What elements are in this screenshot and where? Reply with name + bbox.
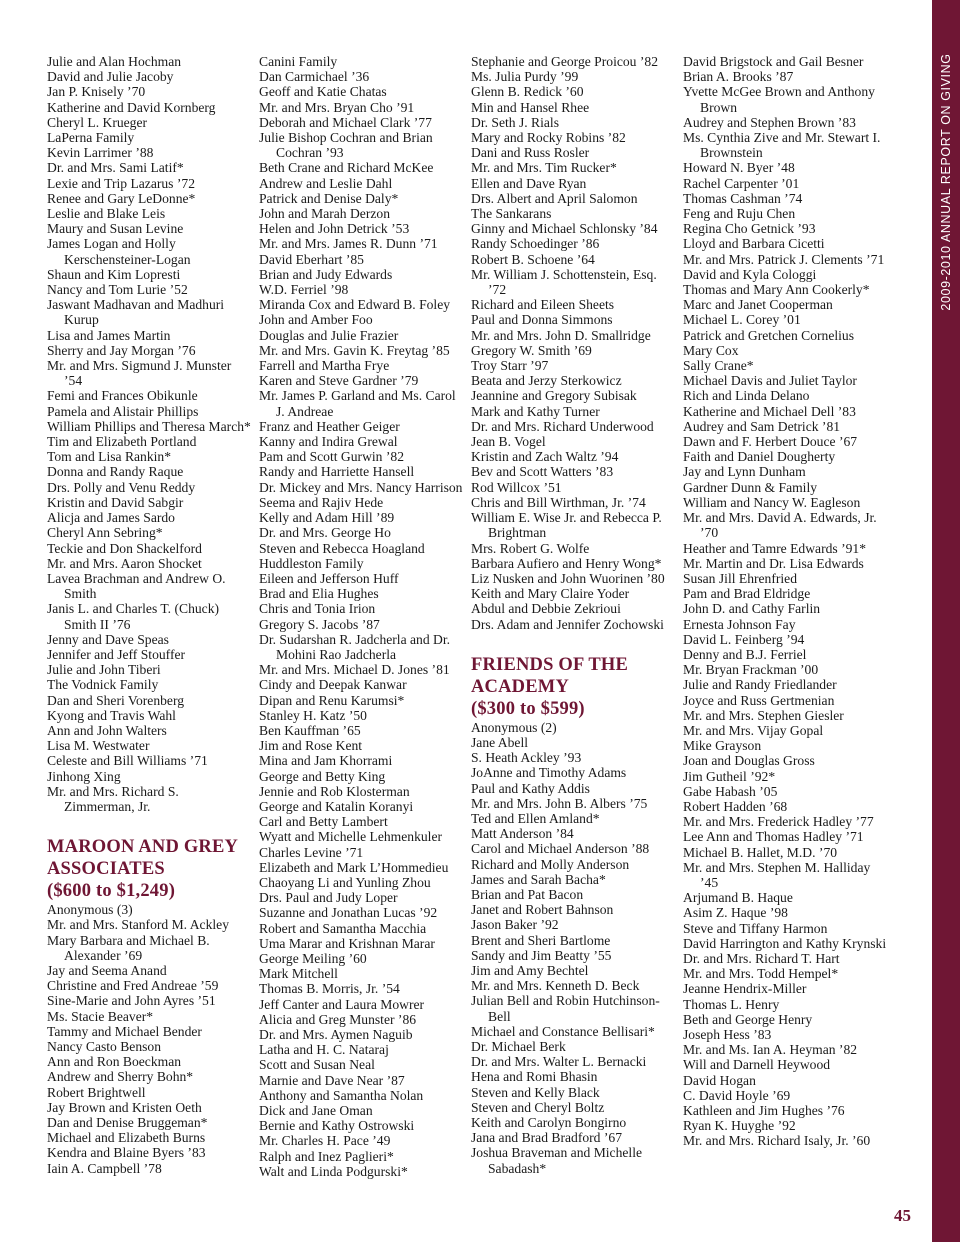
donor-entry: Thomas L. Henry bbox=[683, 996, 780, 1012]
donor-entry: James Logan and Holly Kerschensteiner-Logan bbox=[47, 236, 191, 267]
donor-entry: Steven and Rebecca Hoagland bbox=[259, 540, 425, 556]
donor-entry: Kendra and Blaine Byers ’83 bbox=[47, 1145, 206, 1161]
donor-entry: Rod Willcox ’51 bbox=[471, 479, 562, 495]
donor-entry: George and Katalin Koranyi bbox=[259, 798, 414, 814]
donor-entry: Mr. and Mrs. Stephen Giesler bbox=[683, 707, 844, 723]
donor-entry: Dr. and Mrs. Richard Underwood bbox=[471, 418, 654, 434]
donor-entry: Jim and Rose Kent bbox=[259, 738, 363, 754]
donor-entry: Sally Crane* bbox=[683, 358, 754, 374]
donor-entry: Robert B. Schoene ’64 bbox=[471, 251, 595, 267]
donor-entry: Robert and Samantha Macchia bbox=[259, 920, 427, 936]
donor-entry: Heather and Tamre Edwards ’91* bbox=[683, 540, 866, 556]
donor-entry: Barbara Aufiero and Henry Wong* bbox=[471, 555, 662, 571]
section-heading-line: MAROON AND GREY bbox=[47, 837, 239, 858]
donor-entry: Gabe Habash ’05 bbox=[683, 783, 778, 799]
donor-entry: Dani and Russ Rosler bbox=[471, 145, 590, 161]
donor-entry: Mr. and Mrs. James R. Dunn ’71 bbox=[259, 236, 438, 252]
donor-entry: Asim Z. Haque ’98 bbox=[683, 905, 788, 921]
donor-entry: Jeannine and Gregory Subisak bbox=[471, 388, 637, 404]
donor-entry: Howard N. Byer ’48 bbox=[683, 160, 795, 176]
donor-entry: Nancy and Tom Lurie ’52 bbox=[47, 282, 188, 298]
donor-entry: Mina and Jam Khorrami bbox=[259, 753, 393, 769]
donor-entry: JoAnne and Timothy Adams bbox=[471, 765, 627, 781]
donor-entry: Marnie and Dave Near ’87 bbox=[259, 1072, 405, 1088]
donor-entry: Douglas and Julie Frazier bbox=[259, 327, 399, 343]
section-heading-line: ($300 to $599) bbox=[471, 698, 585, 719]
donor-entry: Miranda Cox and Edward B. Foley bbox=[259, 297, 451, 313]
donor-entry: Keith and Carolyn Bongirno bbox=[471, 1115, 627, 1130]
donor-entry: Alicia and Greg Munster ’86 bbox=[259, 1011, 417, 1027]
donor-entry: Farrell and Martha Frye bbox=[259, 358, 390, 374]
donor-entry: Cindy and Deepak Kanwar bbox=[259, 677, 407, 693]
donor-entry: William Phillips and Theresa March* bbox=[47, 418, 251, 434]
donor-entry: Mr. and Mrs. Richard S. Zimmerman, Jr. bbox=[47, 783, 179, 814]
donor-entry: Mr. Martin and Dr. Lisa Edwards bbox=[683, 555, 864, 571]
donor-entry: Thomas B. Morris, Jr. ’54 bbox=[259, 981, 400, 997]
donor-entry: The Sankarans bbox=[471, 206, 552, 222]
donor-entry: Mike Grayson bbox=[683, 738, 762, 754]
donor-entry: Mark and Kathy Turner bbox=[471, 403, 600, 419]
donor-entry: Dipan and Renu Karumsi* bbox=[259, 692, 405, 708]
donor-entry: Tim and Elizabeth Portland bbox=[47, 434, 197, 450]
donor-entry: Lavea Brachman and Andrew O. Smith bbox=[47, 570, 226, 602]
donor-entry: Dan and Denise Bruggeman* bbox=[47, 1115, 208, 1130]
donor-entry: Mr. and Mrs. Tim Rucker* bbox=[471, 160, 617, 176]
donor-entry: Ben Kauffman ’65 bbox=[259, 722, 361, 738]
donor-entry: Jennie and Rob Klosterman bbox=[259, 783, 410, 799]
donor-entry: Jay Brown and Kristen Oeth bbox=[47, 1099, 202, 1115]
donor-entry: Ellen and Dave Ryan bbox=[471, 175, 587, 191]
donor-entry: Lisa M. Westwater bbox=[47, 738, 150, 754]
donor-entry: Mr. and Mrs. David A. Edwards, Jr. ’70 bbox=[683, 510, 877, 541]
donor-entry: Mr. and Mrs. Richard Isaly, Jr. ’60 bbox=[683, 1133, 871, 1149]
donor-entry: Dr. and Mrs. Sami Latif* bbox=[47, 160, 184, 176]
donor-entry: Jaswant Madhavan and Madhuri Kurup bbox=[47, 297, 225, 328]
donor-entry: Mr. and Mrs. Kenneth D. Beck bbox=[471, 978, 640, 994]
donor-entry: David Harrington and Kathy Krynski bbox=[683, 935, 887, 951]
donor-entry: Suzanne and Jonathan Lucas ’92 bbox=[259, 905, 438, 921]
donor-entry: Walt and Linda Podgurski* bbox=[259, 1163, 408, 1179]
donor-entry: Kyong and Travis Wahl bbox=[47, 707, 176, 723]
section-heading-line: ACADEMY bbox=[471, 676, 570, 697]
donor-entry: William and Nancy W. Eagleson bbox=[683, 494, 861, 510]
donor-entry: Arjumand B. Haque bbox=[683, 890, 793, 906]
donor-entry: Yvette McGee Brown and Anthony Brown bbox=[683, 84, 875, 115]
donor-entry: Bev and Scott Watters ’83 bbox=[471, 464, 614, 480]
donor-entry: Jason Baker ’92 bbox=[471, 917, 559, 933]
donor-entry: Ann and Ron Boeckman bbox=[47, 1054, 182, 1070]
donor-entry: Min and Hansel Rhee bbox=[471, 99, 590, 115]
donor-entry: Anonymous (3) bbox=[47, 902, 133, 918]
donor-entry: Dr. Michael Berk bbox=[471, 1038, 566, 1054]
donor-entry: Mary Barbara and Michael B. Alexander ’69 bbox=[47, 932, 210, 963]
donor-entry: Lloyd and Barbara Cicetti bbox=[683, 236, 825, 252]
donor-entry: Uma Marar and Krishnan Marar bbox=[259, 935, 435, 951]
donor-entry: Anthony and Samantha Nolan bbox=[259, 1087, 424, 1103]
donor-entry: Feng and Ruju Chen bbox=[683, 206, 796, 222]
donor-entry: Lisa and James Martin bbox=[47, 327, 171, 343]
donor-entry: Shaun and Kim Lopresti bbox=[47, 266, 181, 282]
donor-entry: Janis L. and Charles T. (Chuck) Smith II ’76 bbox=[47, 601, 220, 632]
donor-entry: Lee Ann and Thomas Hadley ’71 bbox=[683, 829, 864, 845]
donor-entry: Drs. Albert and April Salomon bbox=[471, 190, 638, 206]
donor-entry: Beth and George Henry bbox=[683, 1011, 813, 1027]
donor-entry: Mr. and Mrs. Stanford M. Ackley bbox=[47, 917, 229, 933]
donor-entry: S. Heath Ackley ’93 bbox=[471, 750, 582, 766]
donor-entry: Mr. and Mrs. Gavin K. Freytag ’85 bbox=[259, 342, 450, 358]
donor-entry: Ms. Cynthia Zive and Mr. Stewart I. Brownstein bbox=[683, 130, 881, 161]
report-title: 2009-2010 ANNUAL REPORT ON GIVING bbox=[939, 53, 953, 311]
donor-entry: Ernesta Johnson Fay bbox=[683, 616, 796, 632]
donor-entry: Janet and Robert Bahnson bbox=[471, 902, 614, 918]
donor-entry: Dr. and Mrs. George Ho bbox=[259, 525, 391, 541]
donor-entry: Jim Gutheil ’92* bbox=[683, 768, 776, 784]
donor-entry: Katherine and David Kornberg bbox=[47, 99, 216, 115]
donor-entry: Kathleen and Jim Hughes ’76 bbox=[683, 1103, 845, 1119]
donor-entry: Brian and Judy Edwards bbox=[259, 266, 393, 282]
donor-entry: Joyce and Russ Gertmenian bbox=[683, 692, 835, 708]
donor-entry: Mrs. Robert G. Wolfe bbox=[471, 540, 590, 556]
donor-entry: John and Amber Foo bbox=[259, 312, 373, 328]
donor-entry: Randy and Harriette Hansell bbox=[259, 464, 415, 480]
donor-entry: Julie and Randy Friedlander bbox=[683, 677, 837, 693]
donor-entry: Brian and Pat Bacon bbox=[471, 886, 584, 902]
donor-entry: Seema and Rajiv Hede bbox=[259, 494, 384, 510]
donor-entry: David and Kyla Cologgi bbox=[683, 266, 817, 282]
donor-entry: Beth Crane and Richard McKee bbox=[259, 160, 434, 176]
section-heading-line: ($600 to $1,249) bbox=[47, 881, 176, 902]
donor-entry: Mr. and Mrs. Stephen M. Halliday ’45 bbox=[683, 859, 871, 890]
donor-entry: Mark Mitchell bbox=[259, 966, 338, 982]
donor-entry: Mr. Charles H. Pace ’49 bbox=[259, 1133, 391, 1149]
donor-entry: Matt Anderson ’84 bbox=[471, 826, 574, 842]
donor-entry: Mr. William J. Schottenstein, Esq. ’72 bbox=[471, 266, 657, 298]
donor-entry: Anonymous (2) bbox=[471, 719, 557, 735]
donor-entry: Pam and Scott Gurwin ’82 bbox=[259, 449, 404, 465]
section-heading bbox=[47, 836, 252, 902]
donor-entry: Nancy Casto Benson bbox=[47, 1038, 162, 1054]
donor-entry: Faith and Daniel Dougherty bbox=[683, 449, 836, 465]
donor-entry: Jean B. Vogel bbox=[471, 434, 546, 450]
donor-entry: Richard and Molly Anderson bbox=[471, 856, 630, 872]
donor-entry: Mr. and Mrs. Aaron Shocket bbox=[47, 555, 202, 571]
donor-entry: George Meiling ’60 bbox=[259, 950, 367, 966]
donor-entry: Stanley H. Katz ’50 bbox=[259, 707, 367, 723]
donor-entry: Helen and John Detrick ’53 bbox=[259, 221, 410, 237]
donor-entry: Patrick and Gretchen Cornelius bbox=[683, 327, 855, 343]
page-number: 45 bbox=[894, 1206, 911, 1225]
donor-entry: Mr. and Mrs. John B. Albers ’75 bbox=[471, 795, 648, 811]
donor-entry: Dr. and Mrs. Richard T. Hart bbox=[683, 950, 840, 966]
donor-entry: Marc and Janet Cooperman bbox=[683, 297, 833, 313]
donor-entry: Bernie and Kathy Ostrowski bbox=[259, 1118, 415, 1134]
donor-entry: Julie Bishop Cochran and Brian Cochran ’93 bbox=[259, 130, 433, 161]
donor-entry: Jay and Lynn Dunham bbox=[683, 464, 806, 480]
donor-entry: Mr. and Mrs. Sigmund J. Munster ’54 bbox=[47, 358, 232, 389]
donor-entry: Dr. Seth J. Rials bbox=[471, 114, 559, 130]
donor-column-2 bbox=[259, 54, 464, 1179]
donor-entry: David Brigstock and Gail Besner bbox=[683, 54, 864, 69]
donor-entry: Teckie and Don Shackelford bbox=[47, 540, 202, 556]
donor-entry: Chris and Bill Wirthman, Jr. ’74 bbox=[471, 494, 646, 510]
donor-entry: Chris and Tonia Irion bbox=[259, 601, 376, 617]
donor-entry: Iain A. Campbell ’78 bbox=[47, 1160, 162, 1176]
donor-entry: Randy Schoedinger ’86 bbox=[471, 236, 600, 252]
donor-entry: Drs. Paul and Judy Loper bbox=[259, 890, 398, 906]
donor-entry: Dick and Jane Oman bbox=[259, 1103, 373, 1119]
donor-entry: Jay and Seema Anand bbox=[47, 962, 167, 978]
donor-entry: Mr. and Mrs. Frederick Hadley ’77 bbox=[683, 814, 874, 830]
donor-entry: Lexie and Trip Lazarus ’72 bbox=[47, 175, 195, 191]
donor-entry: William E. Wise Jr. and Rebecca P. Brightman bbox=[471, 510, 662, 541]
donor-entry: Jeanne Hendrix-Miller bbox=[683, 981, 807, 997]
donor-entry: Michael Davis and Juliet Taylor bbox=[683, 373, 857, 389]
donor-entry: Julie and John Tiberi bbox=[47, 662, 161, 678]
donor-entry: Deborah and Michael Clark ’77 bbox=[259, 114, 432, 130]
donor-entry: Michael and Elizabeth Burns bbox=[47, 1130, 206, 1146]
donor-entry: George and Betty King bbox=[259, 768, 386, 784]
donor-entry: Femi and Frances Obikunle bbox=[47, 388, 198, 404]
donor-entry: Eileen and Jefferson Huff bbox=[259, 570, 399, 586]
donor-entry: Michael L. Corey ’01 bbox=[683, 312, 801, 328]
donor-entry: Troy Starr ’97 bbox=[471, 358, 549, 374]
donor-entry: Richard and Eileen Sheets bbox=[471, 297, 615, 313]
donor-entry: Stephanie and George Proicou ’82 bbox=[471, 54, 658, 69]
donor-entry: Dr. and Mrs. Aymen Naguib bbox=[259, 1027, 413, 1042]
donor-entry: Audrey and Sam Detrick ’81 bbox=[683, 418, 841, 434]
donor-entry: Rachel Carpenter ’01 bbox=[683, 175, 800, 191]
donor-entry: Gardner Dunn & Family bbox=[683, 479, 818, 495]
donor-entry: Brad and Elia Hughes bbox=[259, 586, 379, 602]
donor-entry: David L. Feinberg ’94 bbox=[683, 631, 805, 647]
donor-entry: C. David Hoyle ’69 bbox=[683, 1087, 791, 1103]
donor-entry: Julie and Alan Hochman bbox=[47, 54, 182, 69]
donor-entry: Celeste and Bill Williams ’71 bbox=[47, 753, 208, 769]
donor-entry: Ann and John Walters bbox=[47, 722, 167, 738]
donor-entry: Thomas Cashman ’74 bbox=[683, 190, 803, 206]
donor-entry: Gregory W. Smith ’69 bbox=[471, 342, 592, 358]
donor-entry: Scott and Susan Neal bbox=[259, 1057, 375, 1073]
donor-entry: Mr. and Mrs. Patrick J. Clements ’71 bbox=[683, 251, 885, 267]
donor-entry: Mary Cox bbox=[683, 342, 739, 358]
donor-entry: Dan Carmichael ’36 bbox=[259, 69, 370, 85]
donor-entry: Sandy and Jim Beatty ’55 bbox=[471, 947, 612, 963]
donor-entry: Mr. and Ms. Ian A. Heyman ’82 bbox=[683, 1042, 858, 1058]
donor-entry: Andrew and Sherry Bohn* bbox=[47, 1069, 194, 1085]
donor-entry: Beata and Jerzy Sterkowicz bbox=[471, 373, 622, 389]
donor-entry: John D. and Cathy Farlin bbox=[683, 601, 821, 617]
donor-entry: Jim and Amy Bechtel bbox=[471, 962, 589, 978]
donor-entry: Susan Jill Ehrenfried bbox=[683, 570, 798, 586]
donor-entry: Mr. and Mrs. Vijay Gopal bbox=[683, 722, 824, 738]
donor-entry: Sine-Marie and John Ayres ’51 bbox=[47, 993, 216, 1009]
donor-entry: W.D. Ferriel ’98 bbox=[259, 282, 349, 298]
donor-entry: Pamela and Alistair Phillips bbox=[47, 403, 199, 419]
side-banner bbox=[932, 0, 960, 1242]
donor-entry: Ryan K. Huyghe ’92 bbox=[683, 1118, 796, 1134]
donor-entry: Tammy and Michael Bender bbox=[47, 1023, 202, 1039]
donor-entry: Mr. and Mrs. Bryan Cho ’91 bbox=[259, 99, 415, 115]
donor-entry: Ginny and Michael Schlonsky ’84 bbox=[471, 221, 658, 237]
donor-entry: Ms. Julia Purdy ’99 bbox=[471, 69, 579, 85]
donor-entry: Leslie and Blake Leis bbox=[47, 206, 166, 222]
donor-entry: James and Sarah Bacha* bbox=[471, 871, 606, 887]
donor-entry: Karen and Steve Gardner ’79 bbox=[259, 373, 419, 389]
donor-entry: Donna and Randy Raque bbox=[47, 464, 184, 480]
donor-entry: Carl and Betty Lambert bbox=[259, 814, 388, 830]
donor-entry: Keith and Mary Claire Yoder bbox=[471, 586, 630, 602]
donor-entry: Michael B. Hallet, M.D. ’70 bbox=[683, 844, 838, 860]
section-heading-line: FRIENDS OF THE bbox=[471, 654, 628, 675]
donor-entry: Sherry and Jay Morgan ’76 bbox=[47, 342, 196, 358]
donor-entry: Rich and Linda Delano bbox=[683, 388, 810, 404]
donor-entry: Huddleston Family bbox=[259, 555, 364, 571]
donor-entry: Brent and Sheri Bartlome bbox=[471, 932, 611, 948]
donor-entry: The Vodnick Family bbox=[47, 677, 159, 693]
donor-entry: Joseph Hess ’83 bbox=[683, 1027, 772, 1042]
donor-entry: Dan and Sheri Vorenberg bbox=[47, 692, 185, 708]
donor-entry: Jeff Canter and Laura Mowrer bbox=[259, 996, 425, 1012]
donor-entry: Steven and Cheryl Boltz bbox=[471, 1099, 605, 1115]
donor-entry: Tom and Lisa Rankin* bbox=[47, 449, 172, 465]
donor-column-1 bbox=[47, 54, 252, 1176]
donor-entry: Geoff and Katie Chatas bbox=[259, 84, 387, 100]
donor-entry: Jana and Brad Bradford ’67 bbox=[471, 1130, 622, 1146]
donor-entry: Brian A. Brooks ’87 bbox=[683, 69, 794, 85]
donor-entry: Robert Hadden ’68 bbox=[683, 798, 788, 814]
donor-entry: Pam and Brad Eldridge bbox=[683, 586, 811, 602]
donor-entry: Mr. and Mrs. Michael D. Jones ’81 bbox=[259, 662, 450, 678]
donor-entry: Mr. James P. Garland and Ms. Carol J. Andreae bbox=[259, 388, 456, 419]
section-heading bbox=[471, 654, 676, 720]
section-heading-line: ASSOCIATES bbox=[47, 859, 165, 880]
donor-entry: Christine and Fred Andreae ’59 bbox=[47, 978, 219, 994]
donor-entry: Julian Bell and Robin Hutchinson-Bell bbox=[471, 993, 660, 1024]
donor-entry: Jane Abell bbox=[471, 734, 529, 750]
donor-entry: Thomas and Mary Ann Cookerly* bbox=[683, 282, 870, 298]
donor-entry: Dr. and Mrs. Walter L. Bernacki bbox=[471, 1054, 647, 1070]
donor-entry: Regina Cho Getnick ’93 bbox=[683, 221, 816, 237]
donor-column-4 bbox=[683, 54, 888, 1149]
donor-entry: Jenny and Dave Speas bbox=[47, 631, 169, 647]
donor-entry: Cheryl L. Krueger bbox=[47, 114, 148, 130]
donor-entry: Dr. Sudarshan R. Jadcherla and Dr. Mohini Rao Jadcherla bbox=[259, 631, 451, 662]
donor-entry: Katherine and Michael Dell ’83 bbox=[683, 403, 856, 419]
donor-entry: Will and Darnell Heywood bbox=[683, 1057, 831, 1073]
donor-entry: Jennifer and Jeff Stouffer bbox=[47, 646, 186, 662]
donor-entry: LaPerna Family bbox=[47, 130, 135, 146]
donor-entry: Dawn and F. Herbert Douce ’67 bbox=[683, 434, 858, 450]
donor-entry: Drs. Adam and Jennifer Zochowski bbox=[471, 616, 664, 632]
donor-entry: Ralph and Inez Paglieri* bbox=[259, 1148, 394, 1164]
donor-entry: Liz Nusken and John Wuorinen ’80 bbox=[471, 570, 665, 586]
donor-entry: Maury and Susan Levine bbox=[47, 221, 184, 237]
donor-entry: Dr. Mickey and Mrs. Nancy Harrison bbox=[259, 479, 463, 495]
donor-entry: Charles Levine ’71 bbox=[259, 844, 364, 860]
donor-entry: Jan P. Knisely ’70 bbox=[47, 84, 146, 100]
donor-entry: Joan and Douglas Gross bbox=[683, 753, 815, 769]
donor-entry: Joshua Braveman and Michelle Sabadash* bbox=[471, 1145, 643, 1176]
donor-entry: Elizabeth and Mark L’Hommedieu bbox=[259, 859, 449, 875]
donor-entry: Mary and Rocky Robins ’82 bbox=[471, 130, 626, 146]
donor-entry: Hena and Romi Bhasin bbox=[471, 1069, 598, 1085]
donor-entry: Kristin and Zach Waltz ’94 bbox=[471, 449, 619, 465]
donor-entry: Paul and Donna Simmons bbox=[471, 312, 613, 328]
donor-entry: Renee and Gary LeDonne* bbox=[47, 190, 196, 206]
donor-entry: Steve and Tiffany Harmon bbox=[683, 920, 828, 936]
donor-entry: Denny and B.J. Ferriel bbox=[683, 646, 807, 662]
donor-entry: Steven and Kelly Black bbox=[471, 1084, 600, 1100]
donor-entry: Cheryl Ann Sebring* bbox=[47, 525, 163, 541]
donor-entry: John and Marah Derzon bbox=[259, 206, 390, 222]
donor-column-3 bbox=[471, 54, 676, 1176]
donor-entry: Mr. Bryan Frackman ’00 bbox=[683, 662, 819, 678]
donor-entry: Latha and H. C. Nataraj bbox=[259, 1042, 389, 1058]
donor-entry: Paul and Kathy Addis bbox=[471, 780, 590, 796]
donor-entry: Mr. and Mrs. John D. Smallridge bbox=[471, 327, 651, 343]
donor-entry: Robert Brightwell bbox=[47, 1084, 146, 1100]
donor-entry: Andrew and Leslie Dahl bbox=[259, 175, 393, 191]
donor-entry: Mr. and Mrs. Todd Hempel* bbox=[683, 966, 839, 982]
donor-entry: Carol and Michael Anderson ’88 bbox=[471, 841, 650, 857]
donor-entry: Franz and Heather Geiger bbox=[259, 418, 400, 434]
donor-entry: Michael and Constance Bellisari* bbox=[471, 1023, 655, 1039]
donor-entry: Kevin Larrimer ’88 bbox=[47, 145, 154, 161]
donor-entry: Gregory S. Jacobs ’87 bbox=[259, 616, 380, 632]
donor-entry: Glenn B. Redick ’60 bbox=[471, 84, 584, 100]
donor-entry: Canini Family bbox=[259, 54, 338, 69]
donor-entry: Chaoyang Li and Yunling Zhou bbox=[259, 874, 431, 890]
donor-entry: Abdul and Debbie Zekrioui bbox=[471, 601, 621, 617]
donor-entry: Ted and Ellen Amland* bbox=[471, 810, 600, 826]
donor-entry: Jinhong Xing bbox=[47, 768, 121, 784]
donor-entry: David and Julie Jacoby bbox=[47, 69, 174, 85]
donor-entry: David Eberhart ’85 bbox=[259, 251, 364, 267]
donor-entry: Wyatt and Michelle Lehmenkuler bbox=[259, 829, 443, 845]
donor-entry: David Hogan bbox=[683, 1072, 756, 1088]
donor-entry: Patrick and Denise Daly* bbox=[259, 190, 399, 206]
donor-entry: Alicja and James Sardo bbox=[47, 510, 175, 526]
donor-entry: Ms. Stacie Beaver* bbox=[47, 1008, 154, 1024]
donor-entry: Kelly and Adam Hill ’89 bbox=[259, 510, 395, 526]
donor-entry: Kanny and Indira Grewal bbox=[259, 434, 398, 450]
donor-entry: Drs. Polly and Venu Reddy bbox=[47, 479, 196, 495]
donor-entry: Audrey and Stephen Brown ’83 bbox=[683, 114, 856, 130]
donor-entry: Kristin and David Sabgir bbox=[47, 494, 184, 510]
